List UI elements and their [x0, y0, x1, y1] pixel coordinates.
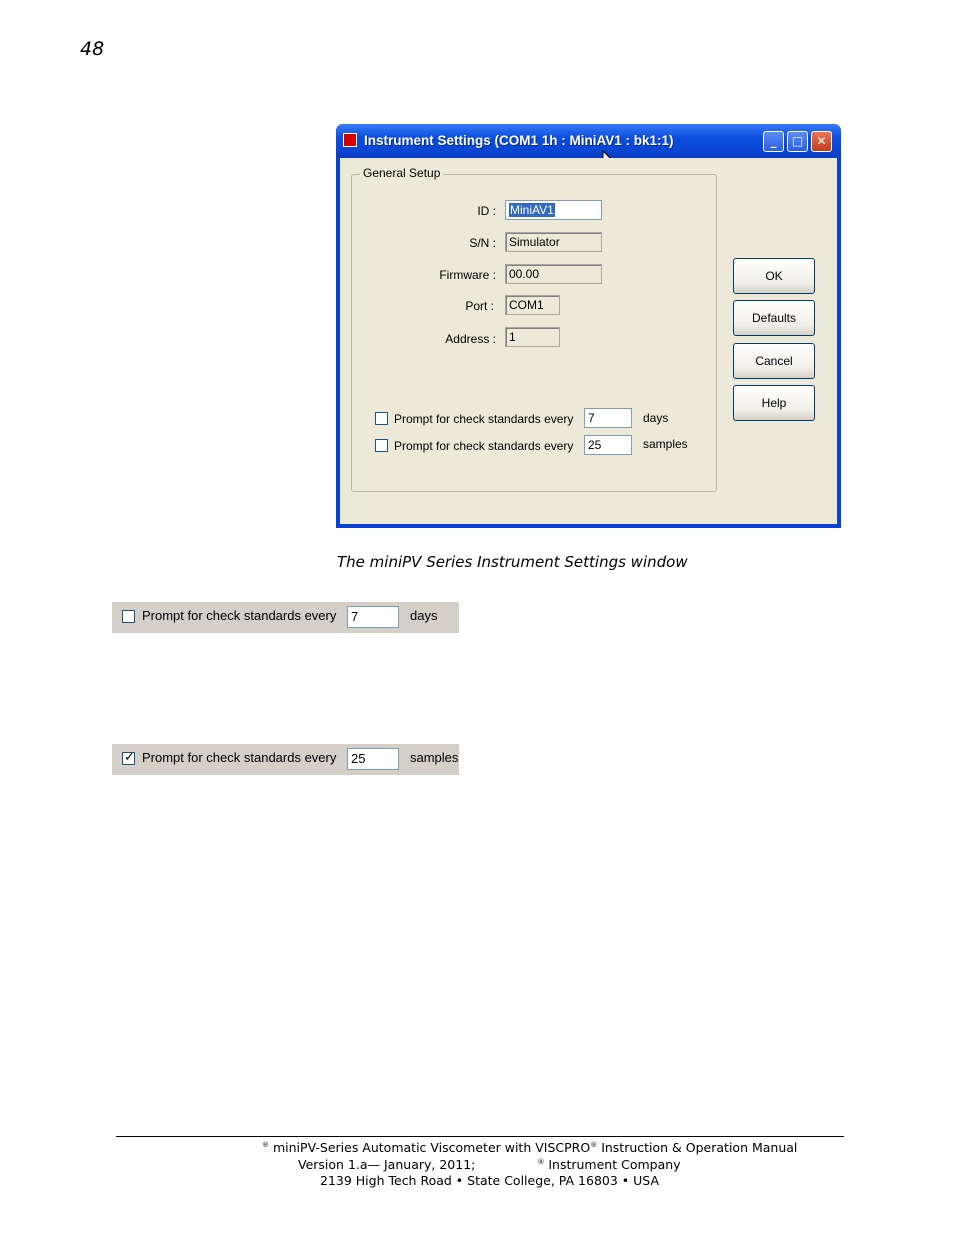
checkmark-icon: ✓	[124, 750, 135, 765]
prompt-days-strip	[112, 602, 459, 633]
close-icon: ✕	[816, 134, 827, 148]
strip-days-checkbox[interactable]	[122, 610, 135, 623]
page-number: 48	[80, 38, 105, 60]
footer-line-2: Version 1.a— January, 2011; ® Instrument Company	[298, 1157, 681, 1172]
maximize-button[interactable]	[787, 131, 808, 152]
app-icon	[343, 133, 357, 147]
strip-samples-unit: samples	[410, 750, 459, 765]
address-label: Address :	[445, 332, 496, 346]
footer-rule	[116, 1136, 844, 1137]
strip-days-unit: days	[410, 608, 438, 623]
help-button[interactable]: Help	[733, 385, 815, 421]
general-setup-label: General Setup	[360, 166, 443, 180]
strip-samples-checkbox[interactable]	[122, 752, 135, 765]
maximize-icon: □	[791, 134, 804, 148]
address-field: 1	[505, 327, 560, 347]
footer-line-1: ® miniPV-Series Automatic Viscometer with VISCPRO® Instruction & Operation Manual	[262, 1140, 798, 1155]
prompt-samples-strip	[112, 744, 459, 775]
minimize-button[interactable]	[763, 131, 784, 152]
id-input[interactable]: MiniAV1	[505, 200, 602, 220]
port-label: Port :	[465, 299, 494, 313]
strip-samples-label: Prompt for check standards every	[142, 750, 337, 765]
prompt-days-label: Prompt for check standards every	[394, 412, 574, 426]
prompt-days-unit: days	[643, 411, 669, 425]
port-field: COM1	[505, 295, 560, 315]
defaults-button[interactable]: Defaults	[733, 300, 815, 336]
prompt-samples-input[interactable]: 25	[584, 435, 632, 455]
prompt-samples-unit: samples	[643, 437, 688, 451]
strip-samples-input[interactable]: 25	[347, 748, 399, 770]
firmware-field: 00.00	[505, 264, 602, 284]
figure-caption: The miniPV Series Instrument Settings window	[337, 553, 688, 571]
sn-label: S/N :	[469, 236, 496, 250]
strip-days-label: Prompt for check standards every	[142, 608, 337, 623]
firmware-label: Firmware :	[439, 268, 496, 282]
prompt-samples-checkbox[interactable]	[375, 439, 388, 452]
prompt-days-checkbox[interactable]	[375, 412, 388, 425]
close-button[interactable]	[811, 131, 832, 152]
instrument-settings-dialog	[336, 124, 841, 528]
dialog-client-area	[340, 158, 837, 524]
prompt-samples-label: Prompt for check standards every	[394, 439, 574, 453]
strip-days-input[interactable]: 7	[347, 606, 399, 628]
title-bar[interactable]	[336, 124, 841, 158]
minimize-icon: _	[770, 134, 777, 148]
cancel-button[interactable]: Cancel	[733, 343, 815, 379]
ok-button[interactable]: OK	[733, 258, 815, 294]
id-label: ID :	[477, 204, 496, 218]
sn-field: Simulator	[505, 232, 602, 252]
footer-line-3: 2139 High Tech Road • State College, PA 16803 • USA	[320, 1173, 660, 1188]
prompt-days-input[interactable]: 7	[584, 408, 632, 428]
window-title: Instrument Settings (COM1 1h : MiniAV1 : bk1:1)	[364, 133, 674, 148]
